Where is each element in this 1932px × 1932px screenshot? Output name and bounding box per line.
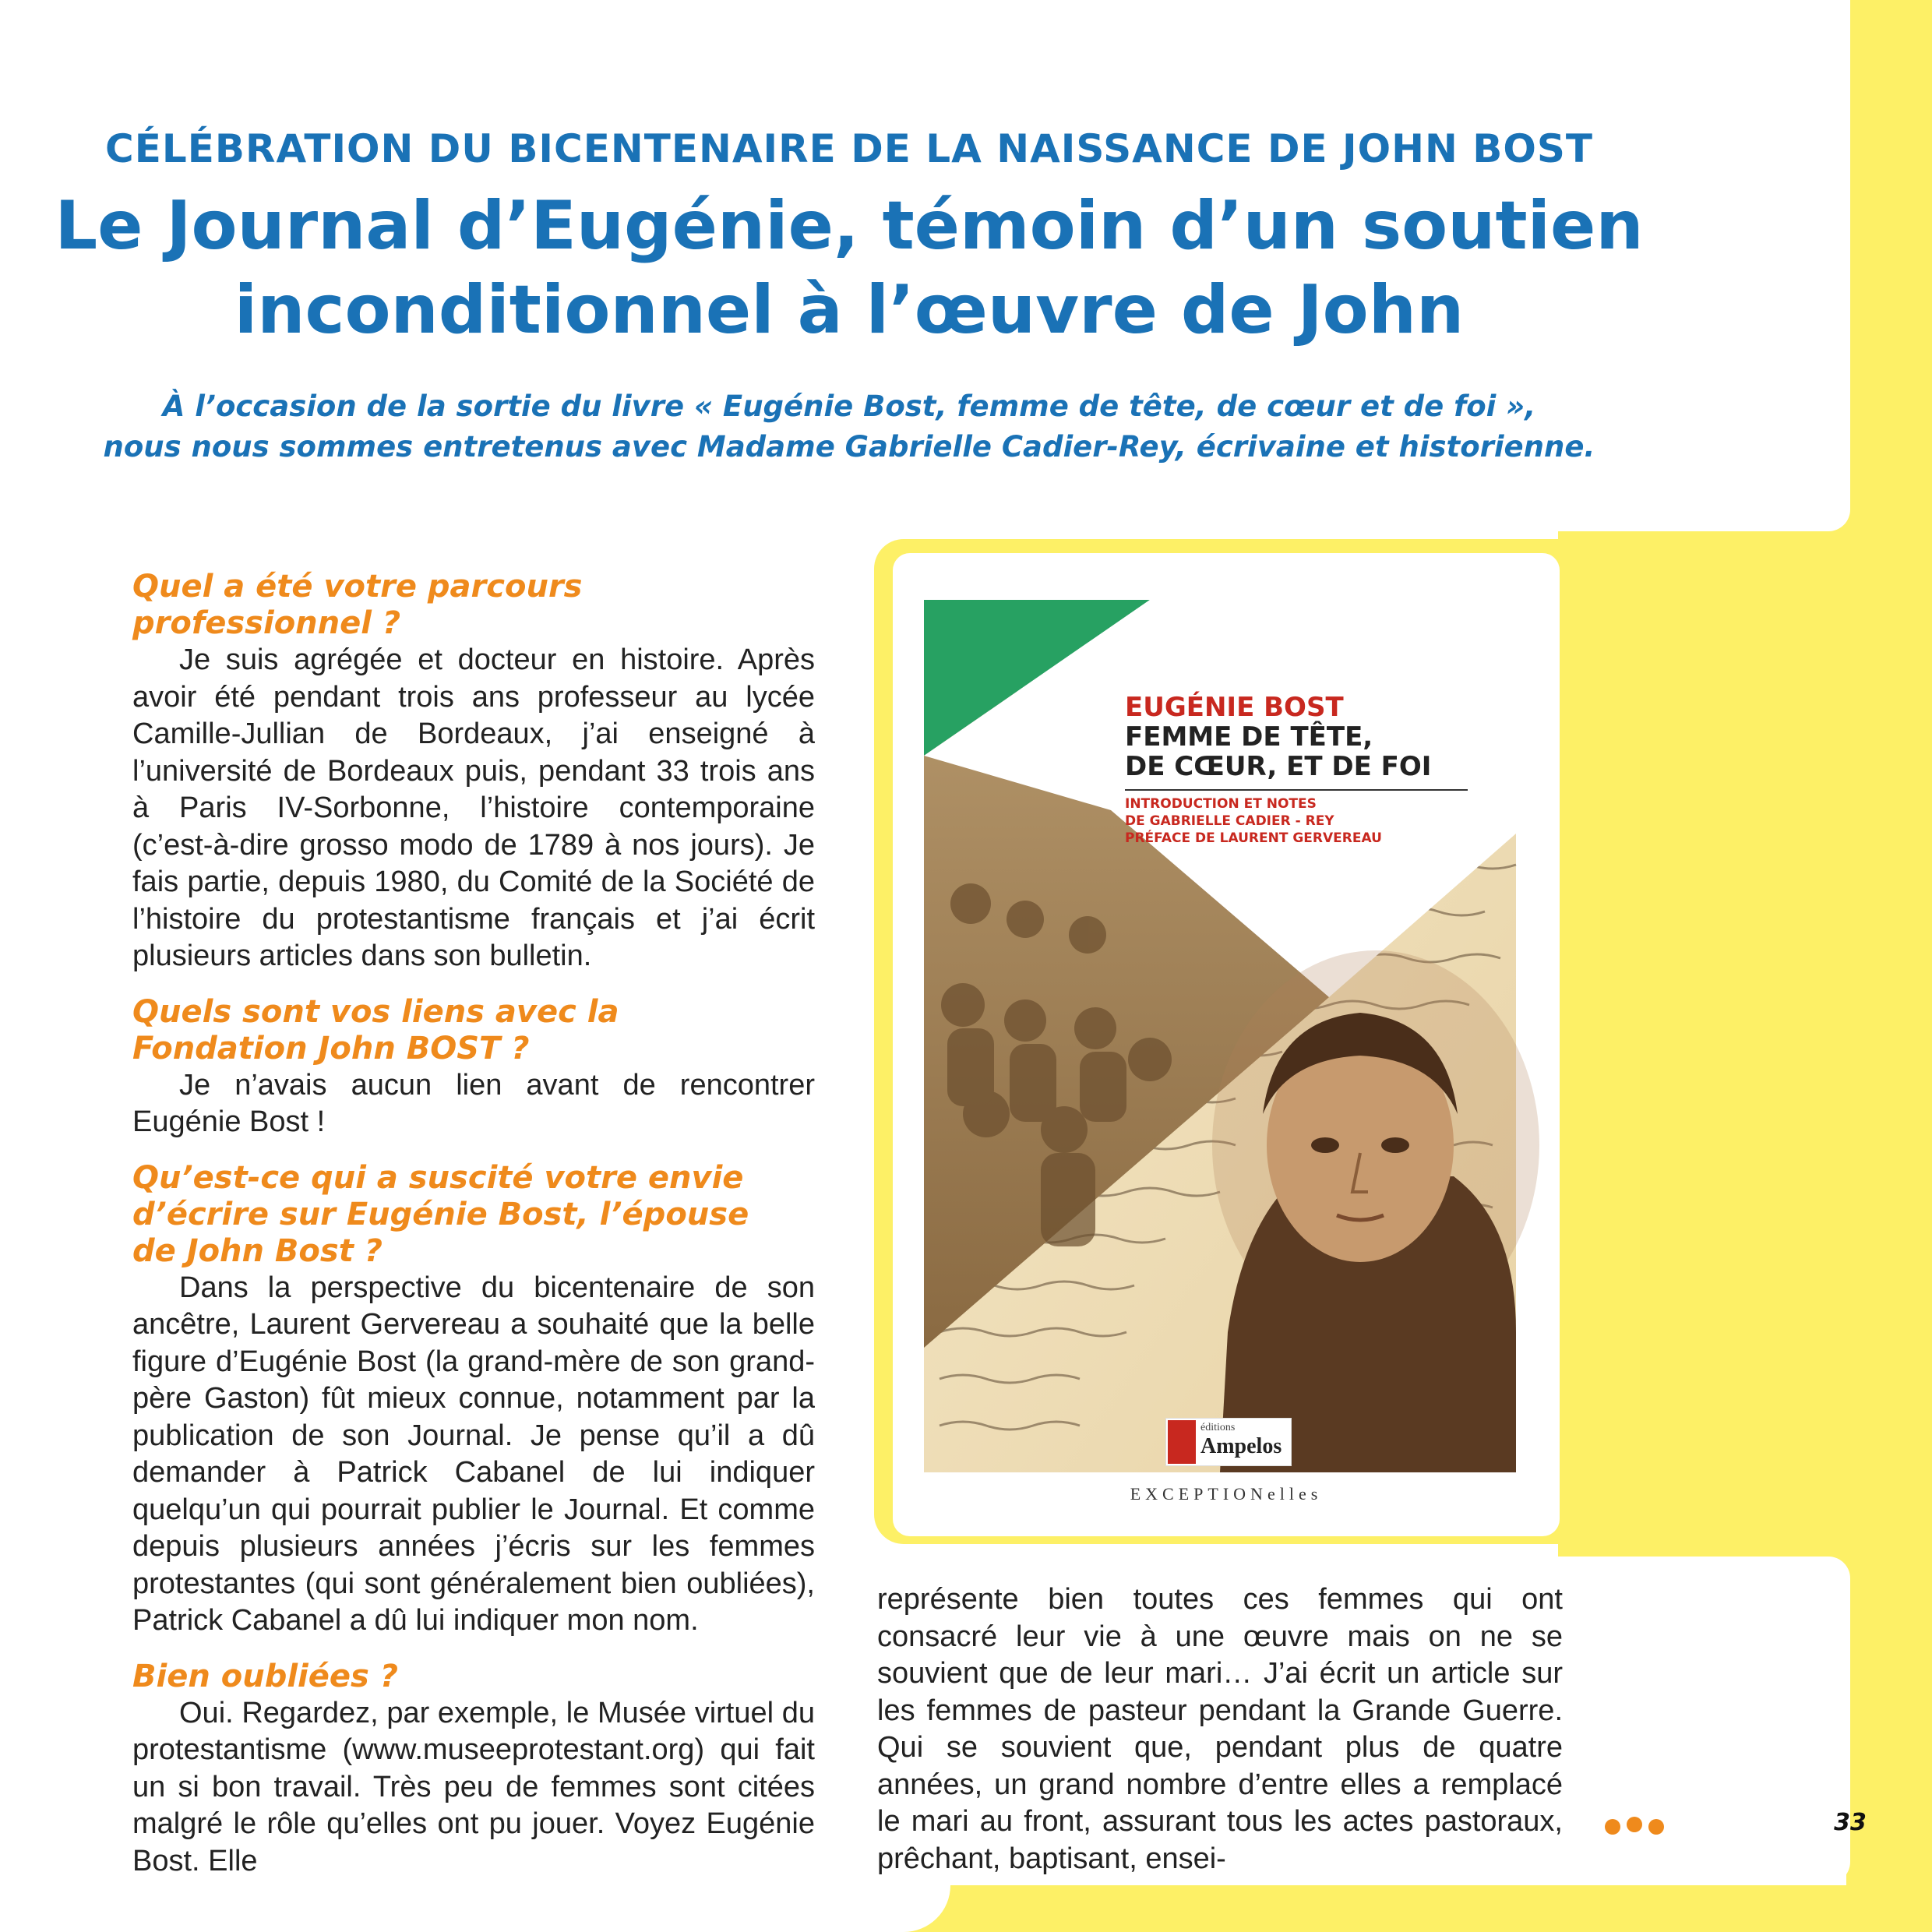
ornament-dot-1 [1605,1819,1620,1835]
article-subtitle [0,386,1698,467]
cover-title-line-1: FEMME DE TÊTE, [1125,721,1373,753]
answer-2: Je n’avais aucun lien avant de rencontrer Eugénie Bost ! [132,1068,815,1138]
continuation-text: représente bien toutes ces femmes qui ont consacré leur vie à une œuvre mais on ne se souvient que de leur mari… J’ai écrit un article sur les femmes de pasteur pendant la Grande Guerre. Qui se souvient que, pendant plus de quatre années, un grand nombre d’entre elles a remplacé le mari au front, assurant tous les actes pastoraux, prêchant, baptisant, ensei- [877,1583,1563,1875]
publisher-logo [1165,1418,1292,1466]
publisher-small: éditions [1200,1422,1236,1433]
title-line-2: inconditionnel à l’œuvre de John [234,271,1465,349]
cover-title-line-2: DE CŒUR, ET DE FOI [1125,751,1432,782]
subtitle-line-2: nous nous sommes entretenus avec Madame Gabrielle Cadier-Rey, écrivaine et historienne. [103,430,1595,464]
title-line-1: Le Journal d’Eugénie, témoin d’un soutien [55,187,1644,265]
ornament-dot-3 [1648,1819,1664,1835]
article-title [0,184,1698,352]
answer-1: Je suis agrégée et docteur en histoire. Après avoir été pendant trois ans professeur au lycée Camille-Jullian de Bordeaux, j’ai enseigné à l’université de Bordeaux puis, pendant 33 trois ans à Paris IV-Sorbonne, l’histoire contemporaine (c’est-à-dire grosso modo de 1789 à nos jours). Je fais partie, depuis 1980, du Comité de la Société de l’histoire du protestantisme français et j’ai écrit plusieurs articles dans son bulletin. [132,643,815,972]
question-2: Quels sont vos liens avec la Fondation John BOST ? [132,993,619,1066]
portrait [1212,950,1539,1472]
collection-name: EXCEPTIONelles [1130,1484,1323,1504]
cover-author: EUGÉNIE BOST [1125,692,1344,723]
cover-credits-1: INTRODUCTION ET NOTES [1125,796,1317,812]
question-3: Qu’est-ce qui a suscité votre envie d’écrire sur Eugénie Bost, l’épouse de John Bost ? [132,1159,749,1269]
publisher-mark [1168,1420,1196,1464]
page-number: 33 [1834,1809,1867,1836]
publisher-name: Ampelos [1200,1434,1282,1458]
cover-credits-2: DE GABRIELLE CADIER - REY [1125,813,1334,829]
cover-divider [1125,789,1468,791]
book-cover [893,553,1560,1536]
yellow-band [1558,499,1932,1574]
answer-4: Oui. Regardez, par exemple, le Musée virtuel du protestantisme (www.museeprotestant.org) qui fait un si bon travail. Très peu de femmes sont citées malgré le rôle qu’elles ont pu jouer. Voyez Eugénie Bost. Elle [132,1696,815,1877]
answer-3: Dans la perspective du bicentenaire de son ancêtre, Laurent Gervereau a souhaité que la belle figure d’Eugénie Bost (la grand-mère de son grand-père Gaston) fût mieux connue, notamment par la publication de son Journal. Je pense qu’il a dû demander à Patrick Cabanel de lui indiquer quelqu’un qui pourrait publier le Journal. Et comme depuis plusieurs années j’écris sur les femmes protestantes (qui sont généralement bien oubliées), Patrick Cabanel a dû lui indiquer mon nom. [132,1271,815,1637]
ornament-dot-2 [1627,1817,1642,1832]
question-4: Bien oubliées ? [132,1658,398,1694]
section-kicker: CÉLÉBRATION DU BICENTENAIRE DE LA NAISSANCE DE JOHN BOST [105,126,1593,171]
right-column [877,1581,1563,1877]
cover-credits-3: PRÉFACE DE LAURENT GERVEREAU [1125,830,1382,846]
subtitle-line-1: À l’occasion de la sortie du livre « Eugénie Bost, femme de tête, de cœur et de foi », [162,390,1536,423]
yellow-bottom-band [896,1885,1932,1932]
left-column [132,569,815,1880]
question-1: Quel a été votre parcours professionnel ? [132,569,583,641]
